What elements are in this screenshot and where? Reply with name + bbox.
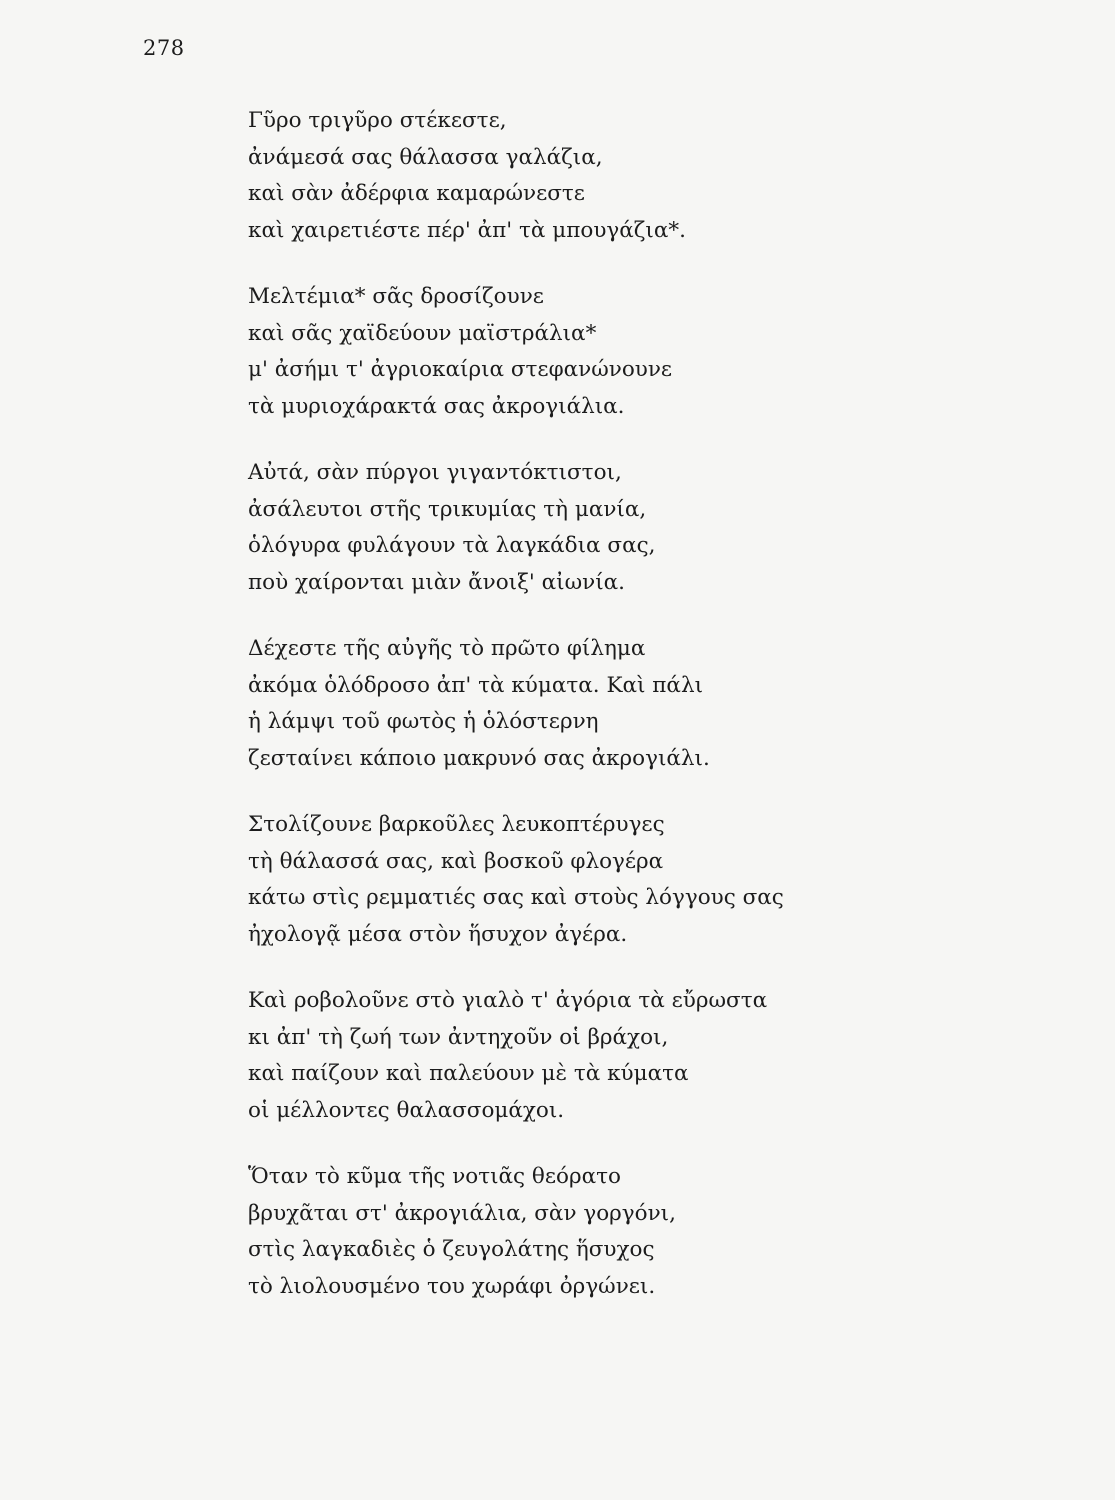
poem-line: ὁλόγυρα φυλάγουν τὰ λαγκάδια σας, bbox=[248, 533, 656, 558]
poem-line: καὶ χαιρετιέστε πέρ' ἀπ' τὰ μπουγάζια*. bbox=[248, 217, 686, 243]
stanza-7 bbox=[248, 1159, 948, 1305]
poem-line: ζεσταίνει κάποιο μακρυνό σας ἀκρογιάλι. bbox=[248, 745, 710, 771]
poem-line: Στολίζουνε βαρκοῦλες λευκοπτέρυγες bbox=[248, 812, 665, 837]
poem-line: καὶ σᾶς χαϊδεύουν μαϊστράλια* bbox=[248, 320, 597, 346]
page-number: 278 bbox=[143, 36, 185, 60]
poem-line: στὶς λαγκαδιὲς ὁ ζευγολάτης ἥσυχος bbox=[248, 1237, 655, 1262]
poem-line: ἠχολογᾷ μέσα στὸν ἥσυχον ἀγέρα. bbox=[248, 921, 628, 947]
poem-line: κάτω στὶς ρεμματιές σας καὶ στοὺς λόγγους σας bbox=[248, 885, 784, 910]
poem-line: Γῦρο τριγῦρο στέκεστε, bbox=[248, 108, 507, 133]
poem-line: Ὅταν τὸ κῦμα τῆς νοτιᾶς θεόρατο bbox=[248, 1164, 621, 1189]
poem-line: ἀσάλευτοι στῆς τρικυμίας τὴ μανία, bbox=[248, 496, 647, 522]
poem bbox=[248, 103, 948, 1335]
poem-line: καὶ παίζουν καὶ παλεύουν μὲ τὰ κύματα bbox=[248, 1061, 689, 1086]
poem-line: ἀκόμα ὁλόδροσο ἀπ' τὰ κύματα. Καὶ πάλι bbox=[248, 672, 703, 698]
poem-line: ποὺ χαίρονται μιὰν ἄνοιξ' αἰωνία. bbox=[248, 569, 625, 595]
poem-line: Μελτέμια* σᾶς δροσίζουνε bbox=[248, 284, 544, 309]
poem-line: καὶ σὰν ἀδέρφια καμαρώνεστε bbox=[248, 181, 585, 206]
stanza-3 bbox=[248, 455, 948, 601]
poem-line: μ' ἀσήμι τ' ἀγριοκαίρια στεφανώνουνε bbox=[248, 357, 673, 382]
poem-line: τὰ μυριοχάρακτά σας ἀκρογιάλια. bbox=[248, 393, 625, 419]
poem-line: οἱ μέλλοντες θαλασσομάχοι. bbox=[248, 1097, 565, 1123]
stanza-2 bbox=[248, 279, 948, 425]
stanza-6 bbox=[248, 983, 948, 1129]
poem-line: κι ἀπ' τὴ ζωή των ἀντηχοῦν οἱ βράχοι, bbox=[248, 1024, 669, 1050]
poem-line: Καὶ ροβολοῦνε στὸ γιαλὸ τ' ἀγόρια τὰ εὔρωστα bbox=[248, 988, 768, 1013]
poem-line: τὴ θάλασσά σας, καὶ βοσκοῦ φλογέρα bbox=[248, 848, 664, 874]
poem-line: Αὐτά, σὰν πύργοι γιγαντόκτιστοι, bbox=[248, 460, 622, 485]
poem-line: βρυχᾶται στ' ἀκρογιάλια, σὰν γοργόνι, bbox=[248, 1200, 676, 1226]
stanza-4 bbox=[248, 631, 948, 777]
stanza-5 bbox=[248, 807, 948, 953]
stanza-1 bbox=[248, 103, 948, 249]
poem-line: τὸ λιολουσμένο του χωράφι ὀργώνει. bbox=[248, 1273, 656, 1299]
poem-line: Δέχεστε τῆς αὐγῆς τὸ πρῶτο φίλημα bbox=[248, 636, 646, 661]
poem-line: ἡ λάμψι τοῦ φωτὸς ἡ ὁλόστερνη bbox=[248, 709, 599, 734]
poem-line: ἀνάμεσά σας θάλασσα γαλάζια, bbox=[248, 144, 603, 170]
